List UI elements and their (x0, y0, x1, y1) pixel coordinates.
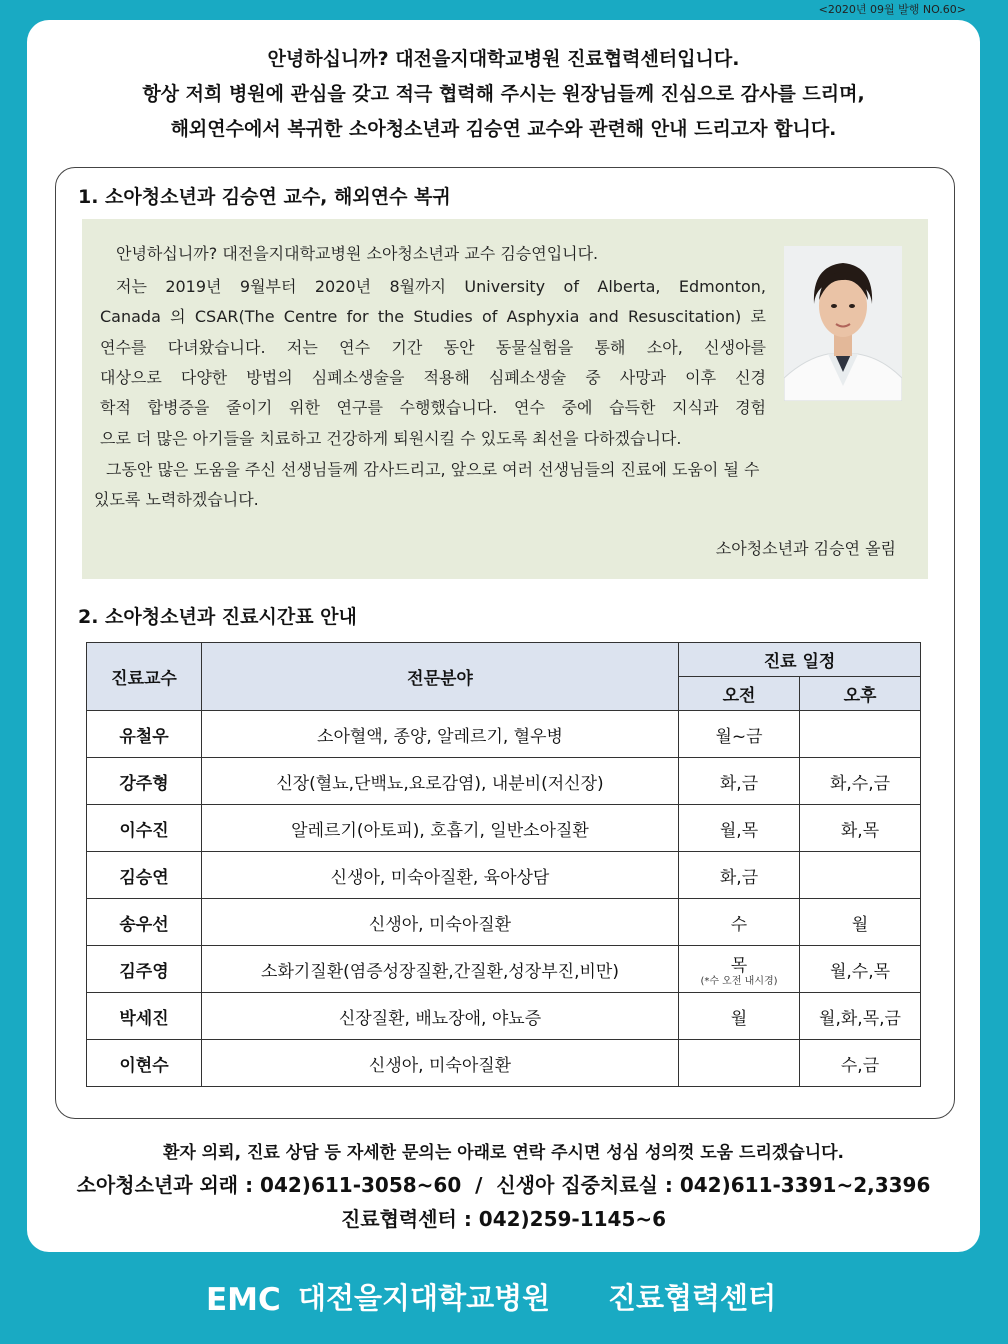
am-cell: 월~금 (679, 711, 800, 758)
pm-cell: 화,목 (800, 805, 921, 852)
specialty-cell: 신장(혈뇨,단백뇨,요로감염), 내분비(저신장) (202, 758, 679, 805)
portrait-illustration (784, 246, 902, 401)
intro-line: 해외연수에서 복귀한 소아청소년과 김승연 교수와 관련해 안내 드리고자 합니다. (170, 118, 837, 140)
message-line: 그동안 많은 도움을 주신 선생님들께 감사드리고, 앞으로 여러 선생님들의 진료에 도움이 될 수 (106, 460, 760, 479)
message-line: 있도록 노력하겠습니다. (94, 490, 259, 509)
specialty-cell: 신생아, 미숙아질환 (202, 1040, 679, 1087)
am-header: 오전 (679, 677, 800, 711)
specialty-cell: 알레르기(아토피), 호흡기, 일반소아질환 (202, 805, 679, 852)
section2-title: 2. 소아청소년과 진료시간표 안내 (78, 606, 357, 628)
contact-phones: 소아청소년과 외래 : 042)611-3058~60 / 신생아 집중치료실 : 042)611-3391~2,3396 (76, 1173, 931, 1197)
table-row (87, 899, 921, 946)
pm-cell: 월,수,목 (800, 946, 921, 993)
pm-cell: 월 (800, 899, 921, 946)
section1-title: 1. 소아청소년과 김승연 교수, 해외연수 복귀 (78, 186, 451, 208)
professor-name: 유철우 (87, 711, 202, 758)
pm-cell (800, 711, 921, 758)
specialty-cell: 소아혈액, 종양, 알레르기, 혈우병 (202, 711, 679, 758)
message-line: 안녕하십니까? 대전을지대학교병원 소아청소년과 교수 김승연입니다. (116, 244, 599, 263)
pm-header: 오후 (800, 677, 921, 711)
newsletter-card (27, 20, 980, 1252)
specialty-cell: 신생아, 미숙아질환 (202, 899, 679, 946)
pm-cell: 월,화,목,금 (800, 993, 921, 1040)
hospital-name: 대전을지대학교병원 (298, 1281, 551, 1315)
table-row (87, 758, 921, 805)
am-cell: 월,목 (679, 805, 800, 852)
table-row (87, 852, 921, 899)
professor-message (82, 219, 928, 579)
intro-text (27, 42, 980, 147)
message-line: 대상으로 다양한 방법의 심폐소생술을 적용해 심폐소생술 중 사망과 이후 신경 (100, 368, 766, 387)
professor-name: 이현수 (87, 1040, 202, 1087)
schedule-header: 진료 일정 (679, 643, 921, 677)
center-phone: 진료협력센터 : 042)259-1145~6 (340, 1207, 667, 1231)
table-row (87, 993, 921, 1040)
table-row (87, 805, 921, 852)
am-cell (679, 1040, 800, 1087)
am-cell (679, 946, 800, 993)
signature: 소아청소년과 김승연 올림 (715, 539, 896, 558)
contact-intro: 환자 의뢰, 진료 상담 등 자세한 문의는 아래로 연락 주시면 성심 성의껏 도움 드리겠습니다. (162, 1143, 845, 1163)
specialty-header: 전문분야 (202, 643, 679, 711)
professor-name: 강주형 (87, 758, 202, 805)
footer-logo (206, 1278, 806, 1322)
am-cell: 월 (679, 993, 800, 1040)
message-line: Canada 의 CSAR(The Centre for the Studies of Asphyxia and Resuscitation) 로 (100, 307, 766, 326)
professor-header: 진료교수 (87, 643, 202, 711)
center-name: 진료협력센터 (608, 1281, 777, 1315)
content-panel (55, 167, 955, 1119)
professor-photo (784, 246, 902, 401)
pm-cell: 화,수,금 (800, 758, 921, 805)
professor-name: 김승연 (87, 852, 202, 899)
message-line: 학적 합병증을 줄이기 위한 연구를 수행했습니다. 연수 중에 습득한 지식과 경험 (100, 398, 766, 417)
am-cell: 화,금 (679, 758, 800, 805)
specialty-cell: 소화기질환(염증성장질환,간질환,성장부진,비만) (202, 946, 679, 993)
contact-info (27, 1138, 980, 1236)
am-cell: 수 (679, 899, 800, 946)
emc-logo (206, 1282, 292, 1314)
intro-line: 안녕하십니까? 대전을지대학교병원 진료협력센터입니다. (267, 48, 740, 70)
table-row (87, 946, 921, 993)
specialty-cell: 신생아, 미숙아질환, 육아상담 (202, 852, 679, 899)
pm-cell: 수,금 (800, 1040, 921, 1087)
am-cell: 화,금 (679, 852, 800, 899)
professor-name: 이수진 (87, 805, 202, 852)
table-row (87, 711, 921, 758)
message-line: 연수를 다녀왔습니다. 저는 연수 기간 동안 동물실험을 통해 소아, 신생아를 (100, 338, 766, 357)
professor-name: 김주영 (87, 946, 202, 993)
intro-line: 항상 저희 병원에 관심을 갖고 적극 협력해 주시는 원장님들께 진심으로 감사를 드리며, (142, 83, 865, 105)
issue-label: <2020년 09월 발행 NO.60> (818, 3, 966, 16)
endoscopy-note: (*수 오전 내시경) (700, 976, 778, 987)
message-line: 으로 더 많은 아기들을 치료하고 건강하게 퇴원시킬 수 있도록 최선을 다하겠습니다. (100, 429, 682, 448)
emc-logo-text: EMC (206, 1282, 281, 1314)
professor-name: 송우선 (87, 899, 202, 946)
professor-name: 박세진 (87, 993, 202, 1040)
schedule-table (86, 642, 921, 1087)
message-line: 저는 2019년 9월부터 2020년 8월까지 University of Alberta, Edmonton, (116, 277, 766, 296)
am-value: 목 (730, 956, 748, 976)
pm-cell (800, 852, 921, 899)
table-row (87, 1040, 921, 1087)
specialty-cell: 신장질환, 배뇨장애, 야뇨증 (202, 993, 679, 1040)
